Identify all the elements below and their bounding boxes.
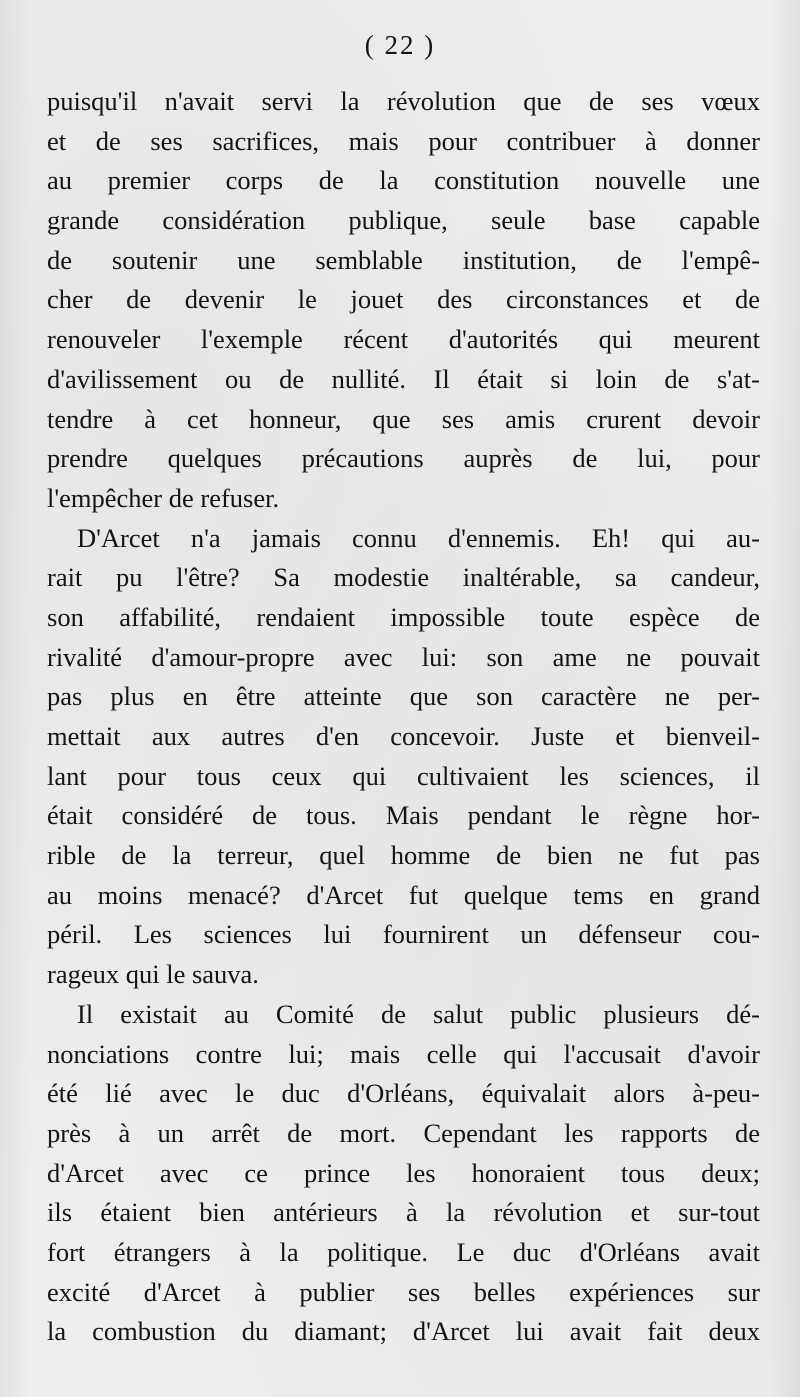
text-line: mettait aux autres d'en concevoir. Juste et bienveil-: [47, 721, 760, 751]
text-line: tendre à cet honneur, que ses amis crurent devoir: [47, 403, 760, 434]
text-line: la combustion du diamant; d'Arcet lui avait fait deux: [47, 1316, 760, 1347]
text-line: grande considération publique, seule base capable: [47, 205, 760, 236]
text-line: au moins menacé? d'Arcet fut quelque tems en grand: [47, 879, 760, 910]
text-line: ils étaient bien antérieurs à la révolution et sur-tout: [47, 1197, 760, 1228]
text-line: d'Arcet avec ce prince les honoraient tous deux;: [47, 1157, 760, 1188]
body-text: [47, 82, 760, 1352]
text-line: excité d'Arcet à publier ses belles expériences sur: [47, 1276, 760, 1307]
text-line: près à un arrêt de mort. Cependant les rapports de: [47, 1117, 760, 1148]
text-line: rait pu l'être? Sa modestie inaltérable, sa candeur,: [47, 562, 760, 593]
text-line: était considéré de tous. Mais pendant le règne hor-: [47, 800, 760, 831]
text-line: pas plus en être atteinte que son caractère ne per-: [47, 681, 760, 712]
text-line: Il existait au Comité de salut public plusieurs dé-: [77, 998, 760, 1029]
text-line: rageux qui le sauva.: [47, 959, 259, 990]
text-line: rivalité d'amour-propre avec lui: son ame ne pouvait: [47, 641, 760, 672]
text-line: son affabilité, rendaient impossible toute espèce de: [47, 601, 760, 632]
text-line: l'empêcher de refuser.: [47, 482, 280, 513]
text-line: au premier corps de la constitution nouvelle une: [47, 165, 760, 196]
text-line: lant pour tous ceux qui cultivaient les sciences, il: [47, 760, 760, 791]
text-line: D'Arcet n'a jamais connu d'ennemis. Eh! qui au-: [77, 522, 760, 553]
text-line: puisqu'il n'avait servi la révolution que de ses vœux: [47, 86, 760, 116]
text-line: cher de devenir le jouet des circonstances et de: [47, 284, 760, 315]
text-line: prendre quelques précautions auprès de lui, pour: [47, 443, 760, 474]
text-line: rible de la terreur, quel homme de bien ne fut pas: [47, 840, 760, 871]
page-number: ( 22 ): [364, 30, 436, 60]
text-line: péril. Les sciences lui fournirent un défenseur cou-: [47, 919, 760, 950]
text-line: nonciations contre lui; mais celle qui l'accusait d'avoir: [47, 1038, 760, 1069]
text-line: été lié avec le duc d'Orléans, équivalait alors à-peu-: [47, 1078, 760, 1109]
text-line: et de ses sacrifices, mais pour contribuer à donner: [47, 125, 760, 156]
text-line: de soutenir une semblable institution, de l'empê-: [47, 244, 760, 275]
text-line: fort étrangers à la politique. Le duc d'Orléans avait: [47, 1236, 760, 1267]
text-line: renouveler l'exemple récent d'autorités qui meurent: [47, 324, 760, 355]
text-line: d'avilissement ou de nullité. Il était si loin de s'at-: [47, 363, 760, 394]
